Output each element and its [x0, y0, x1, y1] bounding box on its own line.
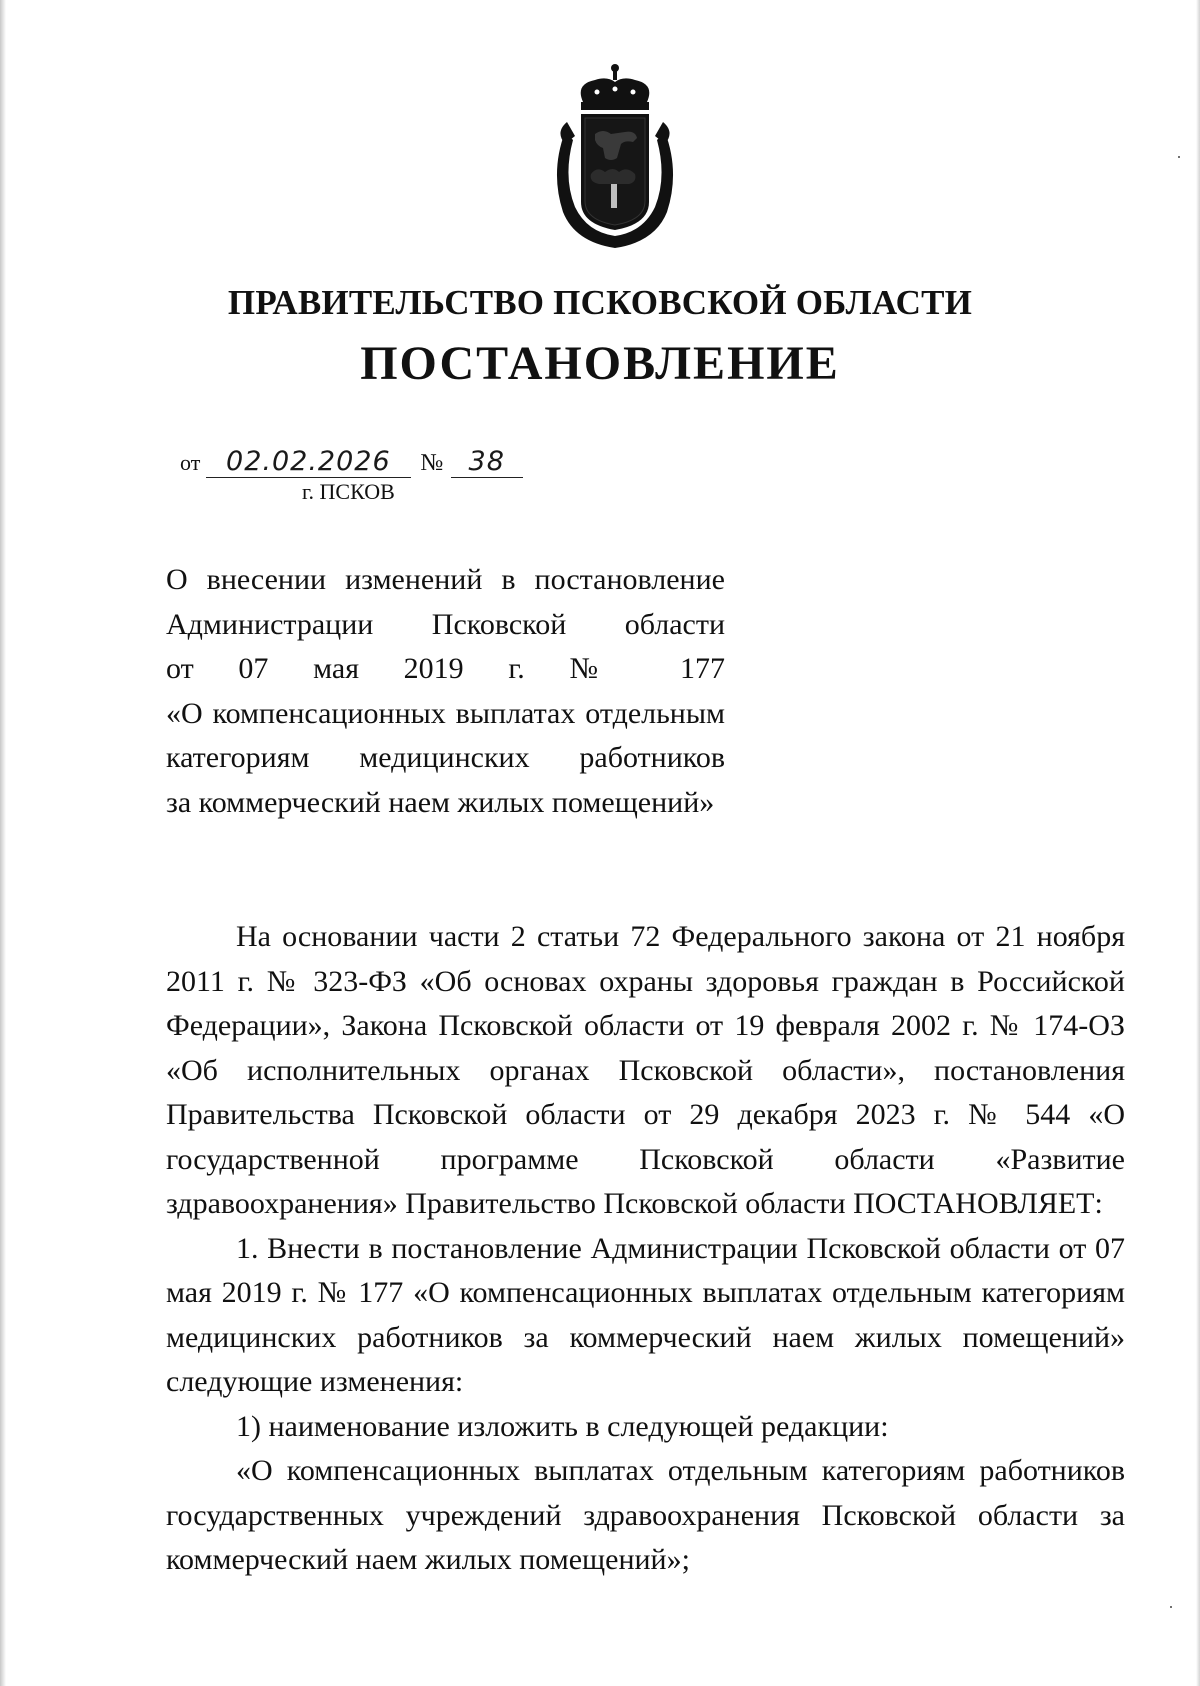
document-body — [166, 915, 1125, 1583]
date-field — [206, 448, 411, 478]
scan-edge-left — [0, 0, 6, 1686]
subject-line: О внесении изменений в постановление — [166, 563, 725, 596]
number-value: 38 — [468, 446, 505, 477]
number-field — [451, 448, 523, 478]
subject-line: категориям медицинских работников — [166, 741, 725, 774]
subject-line: Администрации Псковской области — [166, 607, 725, 641]
coat-of-arms-icon — [545, 62, 685, 252]
subitem-1-paragraph: 1) наименование изложить в следующей редакции: — [236, 1409, 889, 1443]
scan-speck — [1178, 156, 1180, 158]
scan-edge-right — [1196, 0, 1200, 1686]
subject-line: «О компенсационных выплатах отдельным — [166, 696, 725, 730]
city-label: г. ПСКОВ — [302, 479, 395, 504]
date-label: от — [180, 450, 201, 475]
document-type-title: ПОСТАНОВЛЕНИЕ — [360, 337, 840, 390]
preamble-paragraph: На основании части 2 статьи 72 Федерального закона от 21 ноября 2011 г. № 323-ФЗ «Об основах охраны здоровья граждан в Российской Федерации», Закона Псковской области от 19 февраля 2002 г. № 174-ОЗ «Об исполнительных органах Псковской области», постановления Правительства Псковской области от 29 декабря 2023 г. № 544 «О государственной программе Псковской области «Развитие здравоохранения» Правительство Псковской области ПОСТАНОВЛЯЕТ: — [166, 920, 1125, 1220]
new-title-paragraph: «О компенсационных выплатах отдельным категориям работников государственных учреждений здравоохранения Псковской области за коммерческий наем жилых помещений»; — [166, 1454, 1125, 1576]
date-value: 02.02.2026 — [226, 446, 391, 477]
organization-title: ПРАВИТЕЛЬСТВО ПСКОВСКОЙ ОБЛАСТИ — [227, 283, 973, 322]
scan-speck — [1170, 1606, 1172, 1608]
subject-block — [166, 558, 725, 825]
subject-line: за коммерческий наем жилых помещений» — [166, 785, 715, 819]
item-1-paragraph: 1. Внести в постановление Администрации Псковской области от 07 мая 2019 г. № 177 «О компенсационных выплатах отдельным категориям медицинских работников за коммерческий наем жилых помещений» следующие изменения: — [166, 1231, 1125, 1398]
number-label: № — [420, 450, 444, 476]
registration-line — [180, 448, 523, 478]
subject-line: от 07 мая 2019 г. № 177 — [166, 652, 725, 685]
